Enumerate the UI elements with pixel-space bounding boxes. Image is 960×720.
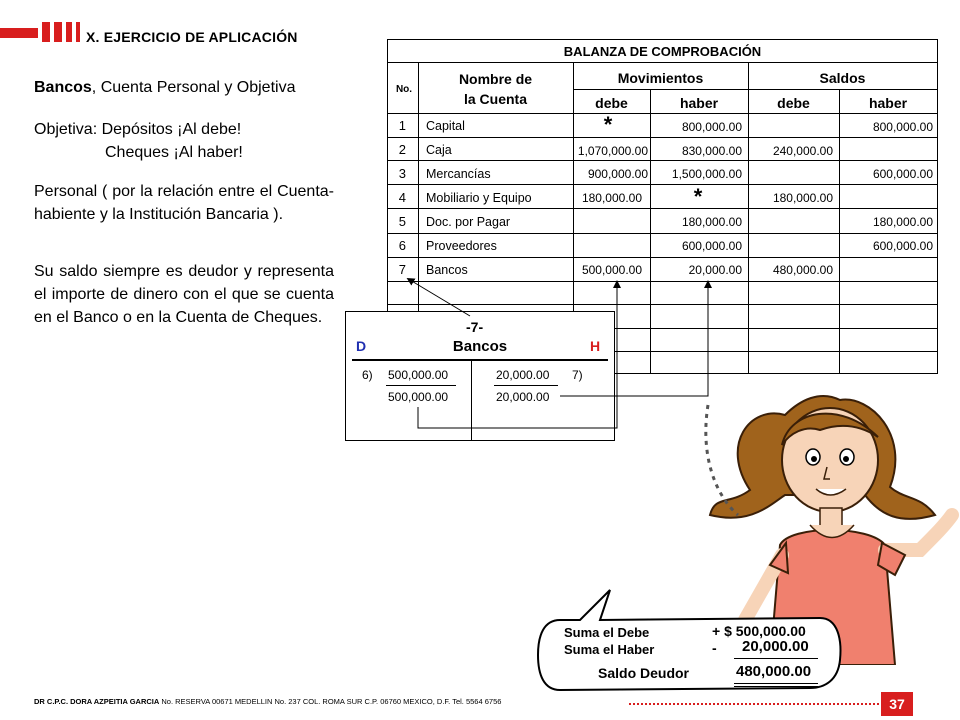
col-saldo-haber-header: haber xyxy=(868,95,908,111)
row-1-no: 1 xyxy=(398,118,406,133)
t-account-ref-left: 6) xyxy=(362,368,373,382)
bubble-saldo-value: 480,000.00 xyxy=(736,663,812,680)
t-account-credit-label: H xyxy=(590,338,601,354)
section-title: X. EJERCICIO DE APLICACIÓN xyxy=(86,29,298,45)
row-2-nombre: Caja xyxy=(426,143,452,157)
row-2-no: 2 xyxy=(398,142,406,157)
t-account-debit-value: 500,000.00 xyxy=(388,368,449,382)
row-3-no: 3 xyxy=(398,166,406,181)
subtitle: Bancos, Cuenta Personal y Objetiva xyxy=(34,79,296,96)
t-account-number: -7- xyxy=(466,319,484,335)
row-2-saldo-debe: 240,000.00 xyxy=(772,144,833,158)
t-account-ref-right: 7) xyxy=(572,368,583,382)
row-3-mov-debe: 900,000.00 xyxy=(587,167,648,181)
col-mov-debe-header: debe xyxy=(595,95,628,111)
t-account-debit-label: D xyxy=(356,338,367,354)
footer-text: DR C.P.C. DORA AZPEITIA GARCIA No. RESERVA 00671 MEDELLIN No. 237 COL. ROMA SUR C.P. 06760 MEXICO, D.F. Tel. 5564 6756 xyxy=(34,697,502,706)
row-5-mov-haber: 180,000.00 xyxy=(681,215,742,229)
row-7-mov-debe: 500,000.00 xyxy=(581,263,642,277)
row-6-no: 6 xyxy=(398,238,406,253)
col-mov-haber-header: haber xyxy=(679,95,719,111)
speech-bubble xyxy=(540,610,840,690)
bubble-suma-debe-label: Suma el Debe xyxy=(564,625,650,640)
bubble-suma-haber-value: 20,000.00 xyxy=(742,638,809,655)
objetiva-line-2: Cheques ¡Al haber! xyxy=(105,144,243,161)
row-7-mov-haber: 20,000.00 xyxy=(688,263,742,277)
row-4-mov-haber-asterisk: * xyxy=(693,184,703,209)
row-4-saldo-debe: 180,000.00 xyxy=(772,191,833,205)
row-1-saldo-haber: 800,000.00 xyxy=(872,120,933,134)
saldo-paragraph: Su saldo siempre es deudor y representa el importe de dinero con el que se cuenta en el Banco o en la Cuenta de Cheques. xyxy=(34,263,334,326)
objetiva-line-1: Objetiva: Depósitos ¡Al debe! xyxy=(34,121,242,138)
row-5-saldo-haber: 180,000.00 xyxy=(872,215,933,229)
row-2-mov-debe: 1,070,000.00 xyxy=(577,144,648,158)
bubble-double-rule-1 xyxy=(734,683,818,684)
row-6-mov-haber: 600,000.00 xyxy=(681,239,742,253)
row-2-mov-haber: 830,000.00 xyxy=(681,144,742,158)
t-account-total-debit: 500,000.00 xyxy=(388,390,449,404)
footer-dotted-rule xyxy=(629,703,879,705)
col-saldos-header: Saldos xyxy=(819,70,866,86)
t-account-total-credit: 20,000.00 xyxy=(496,390,550,404)
page-number: 37 xyxy=(881,692,913,716)
row-3-saldo-haber: 600,000.00 xyxy=(872,167,933,181)
col-saldo-debe-header: debe xyxy=(777,95,810,111)
row-7-no: 7 xyxy=(398,262,406,277)
col-no-header: No. xyxy=(395,84,413,95)
bubble-suma-haber-label: Suma el Haber xyxy=(564,642,655,657)
row-5-nombre: Doc. por Pagar xyxy=(426,215,511,229)
row-6-saldo-haber: 600,000.00 xyxy=(872,239,933,253)
row-1-mov-debe-asterisk: * xyxy=(603,112,613,137)
balanza-title: BALANZA DE COMPROBACIÓN xyxy=(563,44,762,59)
t-account-name: Bancos xyxy=(452,338,508,355)
personal-paragraph: Personal ( por la relación entre el Cuenta-habiente y la Institución Bancaria ). xyxy=(34,183,334,223)
row-4-mov-debe: 180,000.00 xyxy=(581,191,642,205)
bubble-minus: - xyxy=(712,640,717,656)
col-nombre-header: Nombre de la Cuenta xyxy=(458,71,533,107)
row-3-nombre: Mercancías xyxy=(426,167,491,181)
row-1-mov-haber: 800,000.00 xyxy=(681,120,742,134)
bubble-suma-debe-value: + $ 500,000.00 xyxy=(712,623,806,639)
row-7-nombre: Bancos xyxy=(426,263,468,277)
row-4-no: 4 xyxy=(398,190,406,205)
row-5-no: 5 xyxy=(398,214,406,229)
row-1-nombre: Capital xyxy=(426,119,465,133)
row-3-mov-haber: 1,500,000.00 xyxy=(671,167,742,181)
row-4-nombre: Mobiliario y Equipo xyxy=(426,191,532,205)
bubble-saldo-label: Saldo Deudor xyxy=(598,665,690,681)
col-movimientos-header: Movimientos xyxy=(617,70,704,86)
bubble-rule xyxy=(734,658,818,659)
row-6-nombre: Proveedores xyxy=(426,239,497,253)
t-account-credit-value: 20,000.00 xyxy=(496,368,550,382)
bubble-double-rule-2 xyxy=(734,686,818,687)
row-7-saldo-debe: 480,000.00 xyxy=(772,263,833,277)
